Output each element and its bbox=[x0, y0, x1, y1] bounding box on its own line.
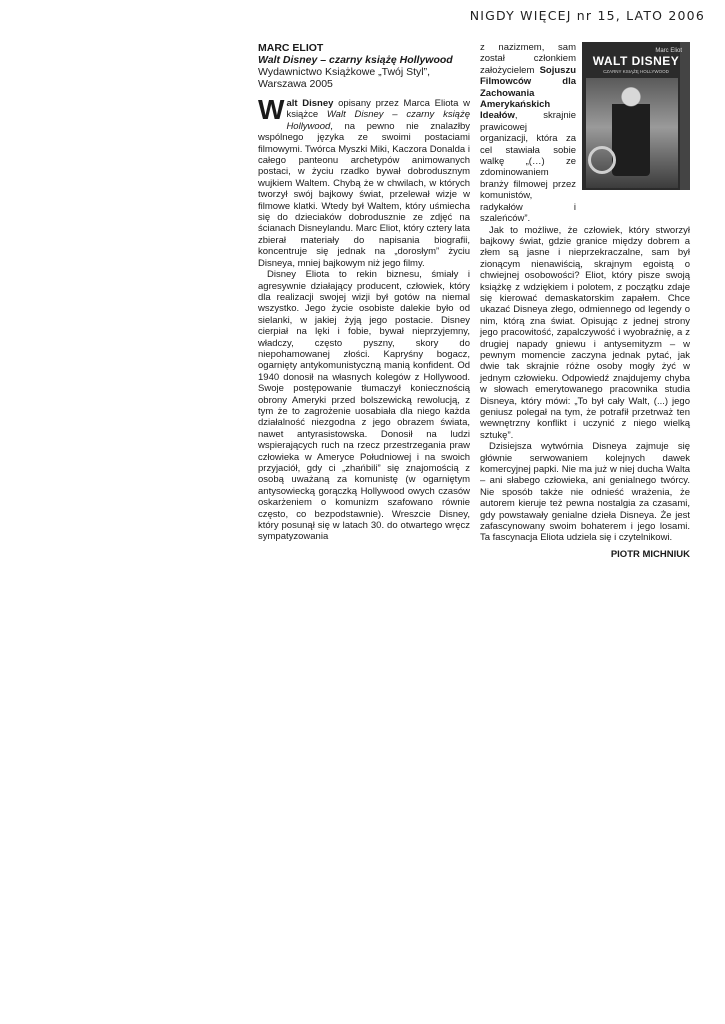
running-head: NIGDY WIĘCEJ nr 15, LATO 2006 bbox=[469, 8, 705, 23]
cover-author: Marc Eliot bbox=[655, 48, 682, 54]
book-author: MARC ELIOT bbox=[258, 42, 324, 54]
book-publisher bbox=[258, 66, 470, 90]
column-right bbox=[480, 42, 690, 560]
c2-text-a: z nazizmem, sam został członkiem założycielem bbox=[480, 42, 576, 76]
book-title: Walt Disney – czarny książę Hollywood bbox=[258, 54, 453, 66]
place-year: Warszawa 2005 bbox=[258, 78, 333, 90]
subject-name: alt Disney bbox=[286, 98, 334, 109]
paragraph-3: Jak to możliwe, że człowiek, który stworzył bajkowy świat, gdzie granice między dobrem a złem są jasne i nieprzekraczalne, sam był zionącym nienawiścią, skrajnym egoistą o chwiejnej osobowości? Eliot, który pisze swoją książkę z wdziękiem i polotem, z początku zdaje się kierować demaskatorskim zapałem. Chce ukazać Disneya złego, odmiennego od legendy o nim, którą zna świat. Opisując z jednej strony jego pracowitość, zapalczywość i wyobraźnię, a z drugiej napady gniewu i antysemityzm – w pewnym momencie zaczyna jednak pytać, jak dwie tak skrajnie różne osoby mogły żyć w jednym człowieku. Odpowiedź znajdujemy chyba w słowach emerytowanego pracownika studia Disneya, który mówi: „To był cały Walt, (...) jego geniusz polegał na tym, że potrafił przetrważ ten wewnętrzny konflikt i uczynić z niego wielką sztukę”. bbox=[480, 224, 690, 441]
book-cover-image bbox=[582, 42, 690, 190]
p1-text-b: , na pewno nie znalazłby wspólnego języka ze swoimi postaciami filmowymi. Twórca Myszki Miki, Kaczora Donalda i całego panteonu archetypów animowanych postaci, w życiu rzadko bywał dobrodusznym wujkiem Waltem. Chybą że w chwilach, w których tworzył swój bajkowy świat, przelewał wizje w filmowe klatki. Wtedy był Waltem, który uśmiecha się do dzieciaków dobrodusznie ze zdjęć na ścianach Disneylandu. Marc Eliot, który cztery lata zbierał materiały do napisania biografii, koncentruje się jednak na „dorosłym” życiu Disneya, mniej bajkowym niż jego filmy. bbox=[258, 120, 470, 269]
publisher: Wydawnictwo Książkowe „Twój Styl”, bbox=[258, 66, 431, 78]
drop-cap: W bbox=[258, 94, 285, 125]
cover-title: WALT DISNEY bbox=[592, 54, 680, 68]
paragraph-2: Disney Eliota to rekin biznesu, śmiały i agresywnie działający producent, człowiek, który dla realizacji swojej wizji był gotów na niemal wszystko. Jego życie osobiste dalekie było od sielanki, w jakiej żyją jego postacie. Disney cierpiał na lęki i fobie, bywał nieprzyjemny, władczy, często pyszny, skory do niepohamowanej złości. Kapryśny bogacz, ogarnięty antykomunistyczną manią konfident. Od 1940 donosił na własnych kolegów z Hollywood. Swoje postępowanie tłumaczył koniecznością obrony Ameryki przed bolszewicką rewolucją, z tym że to zagrożenie uosabiała dla niego każda działalność niezgodna z jego obrazem świata, nawet antyrasistowska. Donosił na ludzi wspierających ruch na rzecz przestrzegania praw człowieka w Ameryce Południowej i na swoich przyjaciół, gdy ci „zhańbili” się znajomością z osobą uważaną za komunistę (w ogarniętym antysowiecką gorączką Hollywood owych czasów oskarżeniem o komunizm szafowano równie często, co bezpodstawnie). Wreszcie Disney, który posunął się w latach 30. do otwartego wręcz sympatyzowania bbox=[258, 269, 470, 543]
film-reel-icon bbox=[588, 146, 616, 174]
signature: PIOTR MICHNIUK bbox=[610, 548, 690, 560]
organization-name: Sojuszu Filmowców dla Zachowania Amerykańskich Ideałów bbox=[480, 64, 576, 122]
paragraph-2-continued bbox=[480, 42, 576, 225]
cover-figure bbox=[612, 86, 650, 176]
p1-text-a: opisany przez Marca Eliota w książce bbox=[286, 98, 470, 121]
cover-subtitle: CZARNY KSIĄŻĘ HOLLYWOOD bbox=[603, 69, 669, 74]
column-left bbox=[258, 42, 470, 543]
inline-book-title: Walt Disney – czarny książę Hollywood bbox=[286, 109, 470, 132]
paragraph-1 bbox=[258, 94, 470, 269]
paragraph-4: Dzisiejsza wytwórnia Disneya zajmuje się głównie serwowaniem kolejnych dawek komercyjnej papki. Nie ma już w niej ducha Walta – ani słabego człowieka, ani genialnego twórcy. Nie sposób także nie odnieść wrażenia, że autorem kieruje też pewna nostalgia za czasami, gdy powstawały genialne dzieła Disneya. Że jest zafascynowany swoim bohaterem i jego losami. Ta fascynacja Eliota udziela się i czytelnikowi. bbox=[480, 441, 690, 544]
c2-text-b: , skrajnie prawicowej organizacji, która za cel stawiała sobie walkę „(…) ze zdominowaniem branży filmowej przez komunistów, radykałów i szaleńców”. bbox=[480, 110, 576, 225]
